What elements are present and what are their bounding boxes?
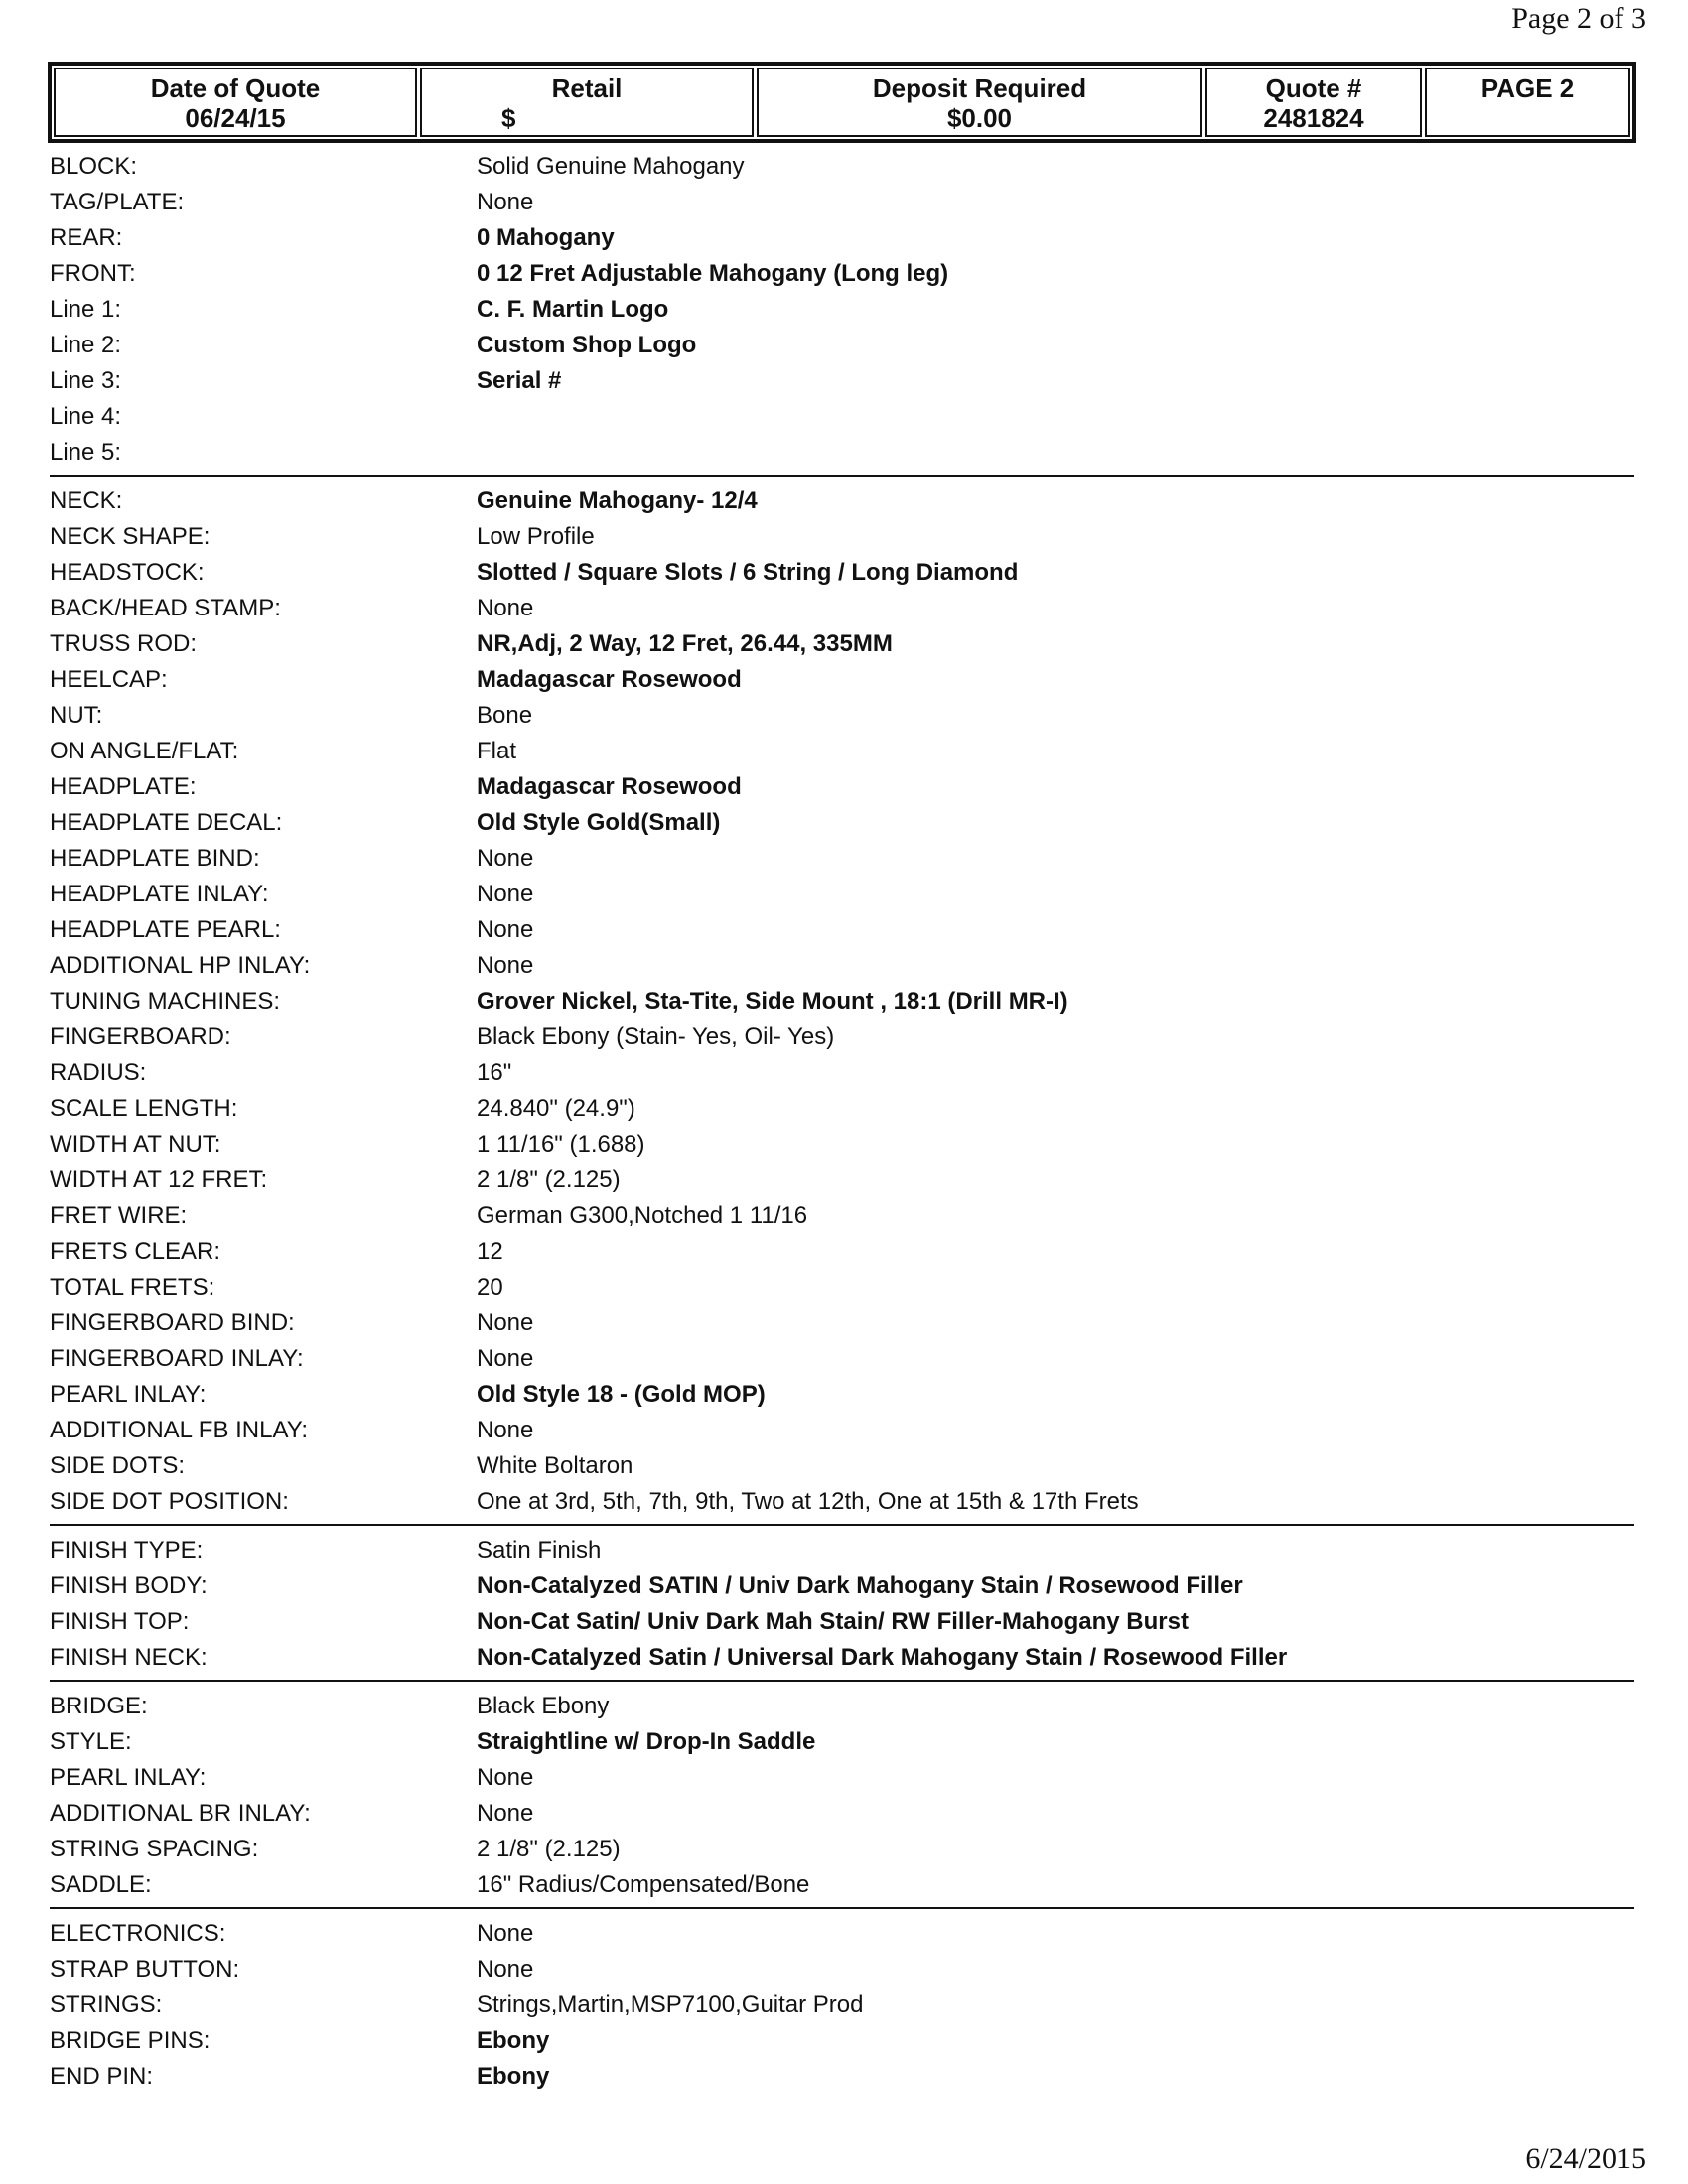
spec-value: 0 12 Fret Adjustable Mahogany (Long leg) [477,260,949,287]
spec-row [50,292,1634,328]
spec-row [50,1987,1634,2023]
spec-label: ELECTRONICS: [50,1920,226,1947]
spec-row [50,1055,1634,1091]
spec-label: SCALE LENGTH: [50,1095,238,1122]
spec-value: None [477,1309,534,1336]
date-of-quote-cell [54,68,417,137]
spec-value: None [477,952,534,979]
retail-value: $ [501,103,516,133]
spec-value: Serial # [477,367,562,394]
spec-value: Ebony [477,2063,550,2090]
spec-label: FINISH TYPE: [50,1537,204,1564]
spec-row [50,256,1634,292]
spec-row [50,2059,1634,2095]
spec-value: Flat [477,738,517,764]
spec-value: None [477,1417,534,1443]
spec-value: Custom Shop Logo [477,332,697,358]
spec-label: FINISH TOP: [50,1608,190,1635]
spec-value: German G300,Notched 1 11/16 [477,1202,808,1229]
spec-row [50,555,1634,591]
date-of-quote-label: Date of Quote [150,73,321,103]
spec-row [50,1377,1634,1413]
spec-row [50,1569,1634,1604]
spec-row [50,626,1634,662]
spec-value: One at 3rd, 5th, 7th, 9th, Two at 12th, One at 15th & 17th Frets [477,1488,1139,1515]
spec-row [50,805,1634,841]
spec-value: None [477,1800,534,1827]
spec-label: BLOCK: [50,153,138,180]
date-of-quote-value: 06/24/15 [185,103,286,133]
spec-label: TAG/PLATE: [50,189,185,215]
spec-value: C. F. Martin Logo [477,296,669,323]
spec-label: FRETS CLEAR: [50,1238,221,1265]
spec-section [50,149,1634,477]
spec-label: FINGERBOARD BIND: [50,1309,295,1336]
spec-row [50,734,1634,769]
spec-value: None [477,189,534,215]
deposit-required-cell [757,68,1202,137]
spec-row [50,185,1634,220]
spec-value: Genuine Mahogany- 12/4 [477,487,758,514]
spec-value: Straightline w/ Drop-In Saddle [477,1728,816,1755]
spec-label: NECK: [50,487,123,514]
spec-value: None [477,1345,534,1372]
spec-value: 12 [477,1238,503,1265]
spec-label: REAR: [50,224,123,251]
spec-label: ADDITIONAL HP INLAY: [50,952,311,979]
spec-value: Strings,Martin,MSP7100,Guitar Prod [477,1991,864,2018]
spec-label: SADDLE: [50,1871,152,1898]
retail-label: Retail [551,73,623,103]
spec-label: TUNING MACHINES: [50,988,281,1015]
spec-value: NR,Adj, 2 Way, 12 Fret, 26.44, 335MM [477,630,893,657]
spec-section [50,483,1634,1526]
spec-label: NUT: [50,702,103,729]
spec-label: FINISH NECK: [50,1644,208,1671]
spec-label: Line 1: [50,296,122,323]
spec-label: NECK SHAPE: [50,523,211,550]
spec-row [50,1484,1634,1520]
spec-value [477,435,1634,471]
spec-label: FINISH BODY: [50,1572,208,1599]
quote-header [48,62,1636,143]
spec-label: STRING SPACING: [50,1836,259,1862]
spec-row [50,363,1634,399]
spec-section [50,1916,1634,2099]
spec-row [50,1832,1634,1867]
footer-date: 6/24/2015 [1525,2142,1646,2175]
spec-value [477,399,1634,435]
spec-label: HEELCAP: [50,666,168,693]
spec-value: None [477,916,534,943]
spec-row [50,328,1634,363]
spec-row [50,948,1634,984]
spec-row [50,2023,1634,2059]
spec-row [50,483,1634,519]
spec-row [50,662,1634,698]
spec-value: Bone [477,702,533,729]
spec-label: SIDE DOT POSITION: [50,1488,289,1515]
spec-label: HEADPLATE BIND: [50,845,260,872]
spec-value: White Boltaron [477,1452,633,1479]
spec-label: BACK/HEAD STAMP: [50,595,281,621]
spec-row [50,912,1634,948]
spec-value: Slotted / Square Slots / 6 String / Long Diamond [477,559,1019,586]
page-number: Page 2 of 3 [1511,2,1646,35]
spec-value: Old Style Gold(Small) [477,809,721,836]
spec-value: Solid Genuine Mahogany [477,153,745,180]
spec-row [50,1796,1634,1832]
spec-value: Madagascar Rosewood [477,666,742,693]
spec-label: HEADSTOCK: [50,559,205,586]
spec-label: STRINGS: [50,1991,163,2018]
spec-row [50,1952,1634,1987]
spec-value: None [477,845,534,872]
spec-row [50,149,1634,185]
spec-label: ADDITIONAL FB INLAY: [50,1417,309,1443]
spec-value: Black Ebony [477,1693,610,1719]
spec-label: SIDE DOTS: [50,1452,186,1479]
spec-row [50,877,1634,912]
spec-row [50,1234,1634,1270]
spec-label: WIDTH AT 12 FRET: [50,1166,268,1193]
spec-row [50,1270,1634,1305]
spec-row [50,435,1634,471]
spec-label: WIDTH AT NUT: [50,1131,221,1158]
retail-cell [420,68,754,137]
spec-label: HEADPLATE PEARL: [50,916,281,943]
deposit-required-value: $0.00 [946,103,1013,133]
spec-label: TOTAL FRETS: [50,1274,215,1300]
spec-value: Satin Finish [477,1537,602,1564]
spec-row [50,1341,1634,1377]
spec-label: Line 4: [50,403,122,430]
spec-row [50,1533,1634,1569]
spec-label: STYLE: [50,1728,132,1755]
spec-row [50,1305,1634,1341]
spec-label: HEADPLATE DECAL: [50,809,283,836]
spec-value: Ebony [477,2027,550,2054]
page-label-cell [1425,68,1630,137]
spec-list [50,149,1634,2106]
spec-label: BRIDGE: [50,1693,148,1719]
spec-row [50,220,1634,256]
spec-row [50,1091,1634,1127]
spec-label: TRUSS ROD: [50,630,198,657]
spec-row [50,698,1634,734]
spec-label: FINGERBOARD: [50,1024,231,1050]
spec-label: ON ANGLE/FLAT: [50,738,239,764]
spec-section [50,1533,1634,1682]
spec-row [50,1198,1634,1234]
spec-row [50,1413,1634,1448]
spec-value: 24.840" (24.9") [477,1095,635,1122]
spec-label: FRONT: [50,260,136,287]
quote-number-label: Quote # [1265,73,1362,103]
spec-label: STRAP BUTTON: [50,1956,240,1982]
spec-row [50,1020,1634,1055]
spec-row [50,1760,1634,1796]
spec-value: Madagascar Rosewood [477,773,742,800]
spec-row [50,1162,1634,1198]
spec-label: ADDITIONAL BR INLAY: [50,1800,311,1827]
spec-value: None [477,595,534,621]
spec-row [50,1916,1634,1952]
spec-value: Low Profile [477,523,595,550]
spec-section [50,1689,1634,1909]
spec-label: FRET WIRE: [50,1202,188,1229]
deposit-required-label: Deposit Required [872,73,1087,103]
spec-row [50,519,1634,555]
spec-row [50,591,1634,626]
spec-label: Line 2: [50,332,122,358]
page-label: PAGE 2 [1480,73,1575,103]
spec-label: END PIN: [50,2063,154,2090]
spec-row [50,1689,1634,1724]
spec-row [50,984,1634,1020]
spec-value: None [477,881,534,907]
spec-row [50,841,1634,877]
spec-label: BRIDGE PINS: [50,2027,211,2054]
spec-value: Non-Cat Satin/ Univ Dark Mah Stain/ RW Filler-Mahogany Burst [477,1608,1189,1635]
spec-row [50,1724,1634,1760]
spec-label: HEADPLATE INLAY: [50,881,269,907]
spec-label: PEARL INLAY: [50,1381,207,1408]
spec-value: 2 1/8" (2.125) [477,1836,621,1862]
spec-label: RADIUS: [50,1059,147,1086]
spec-row [50,1604,1634,1640]
spec-value: 1 11/16" (1.688) [477,1131,645,1158]
quote-number-cell [1205,68,1422,137]
spec-row [50,1640,1634,1676]
spec-value: None [477,1920,534,1947]
spec-value: Old Style 18 - (Gold MOP) [477,1381,766,1408]
spec-value: 20 [477,1274,503,1300]
spec-value: 16" [477,1059,512,1086]
spec-row [50,1867,1634,1903]
spec-value: 16" Radius/Compensated/Bone [477,1871,810,1898]
quote-number-value: 2481824 [1263,103,1364,133]
spec-value: None [477,1764,534,1791]
spec-label: HEADPLATE: [50,773,197,800]
spec-label: Line 5: [50,439,122,466]
spec-label: PEARL INLAY: [50,1764,207,1791]
spec-value: Non-Catalyzed Satin / Universal Dark Mahogany Stain / Rosewood Filler [477,1644,1288,1671]
spec-value: 0 Mahogany [477,224,615,251]
spec-value: Non-Catalyzed SATIN / Univ Dark Mahogany Stain / Rosewood Filler [477,1572,1243,1599]
spec-value: None [477,1956,534,1982]
spec-label: FINGERBOARD INLAY: [50,1345,304,1372]
spec-value: Black Ebony (Stain- Yes, Oil- Yes) [477,1024,835,1050]
spec-value: Grover Nickel, Sta-Tite, Side Mount , 18:1 (Drill MR-I) [477,988,1068,1015]
spec-value: 2 1/8" (2.125) [477,1166,621,1193]
spec-row [50,769,1634,805]
spec-row [50,1127,1634,1162]
spec-row [50,1448,1634,1484]
spec-label: Line 3: [50,367,122,394]
spec-row [50,399,1634,435]
